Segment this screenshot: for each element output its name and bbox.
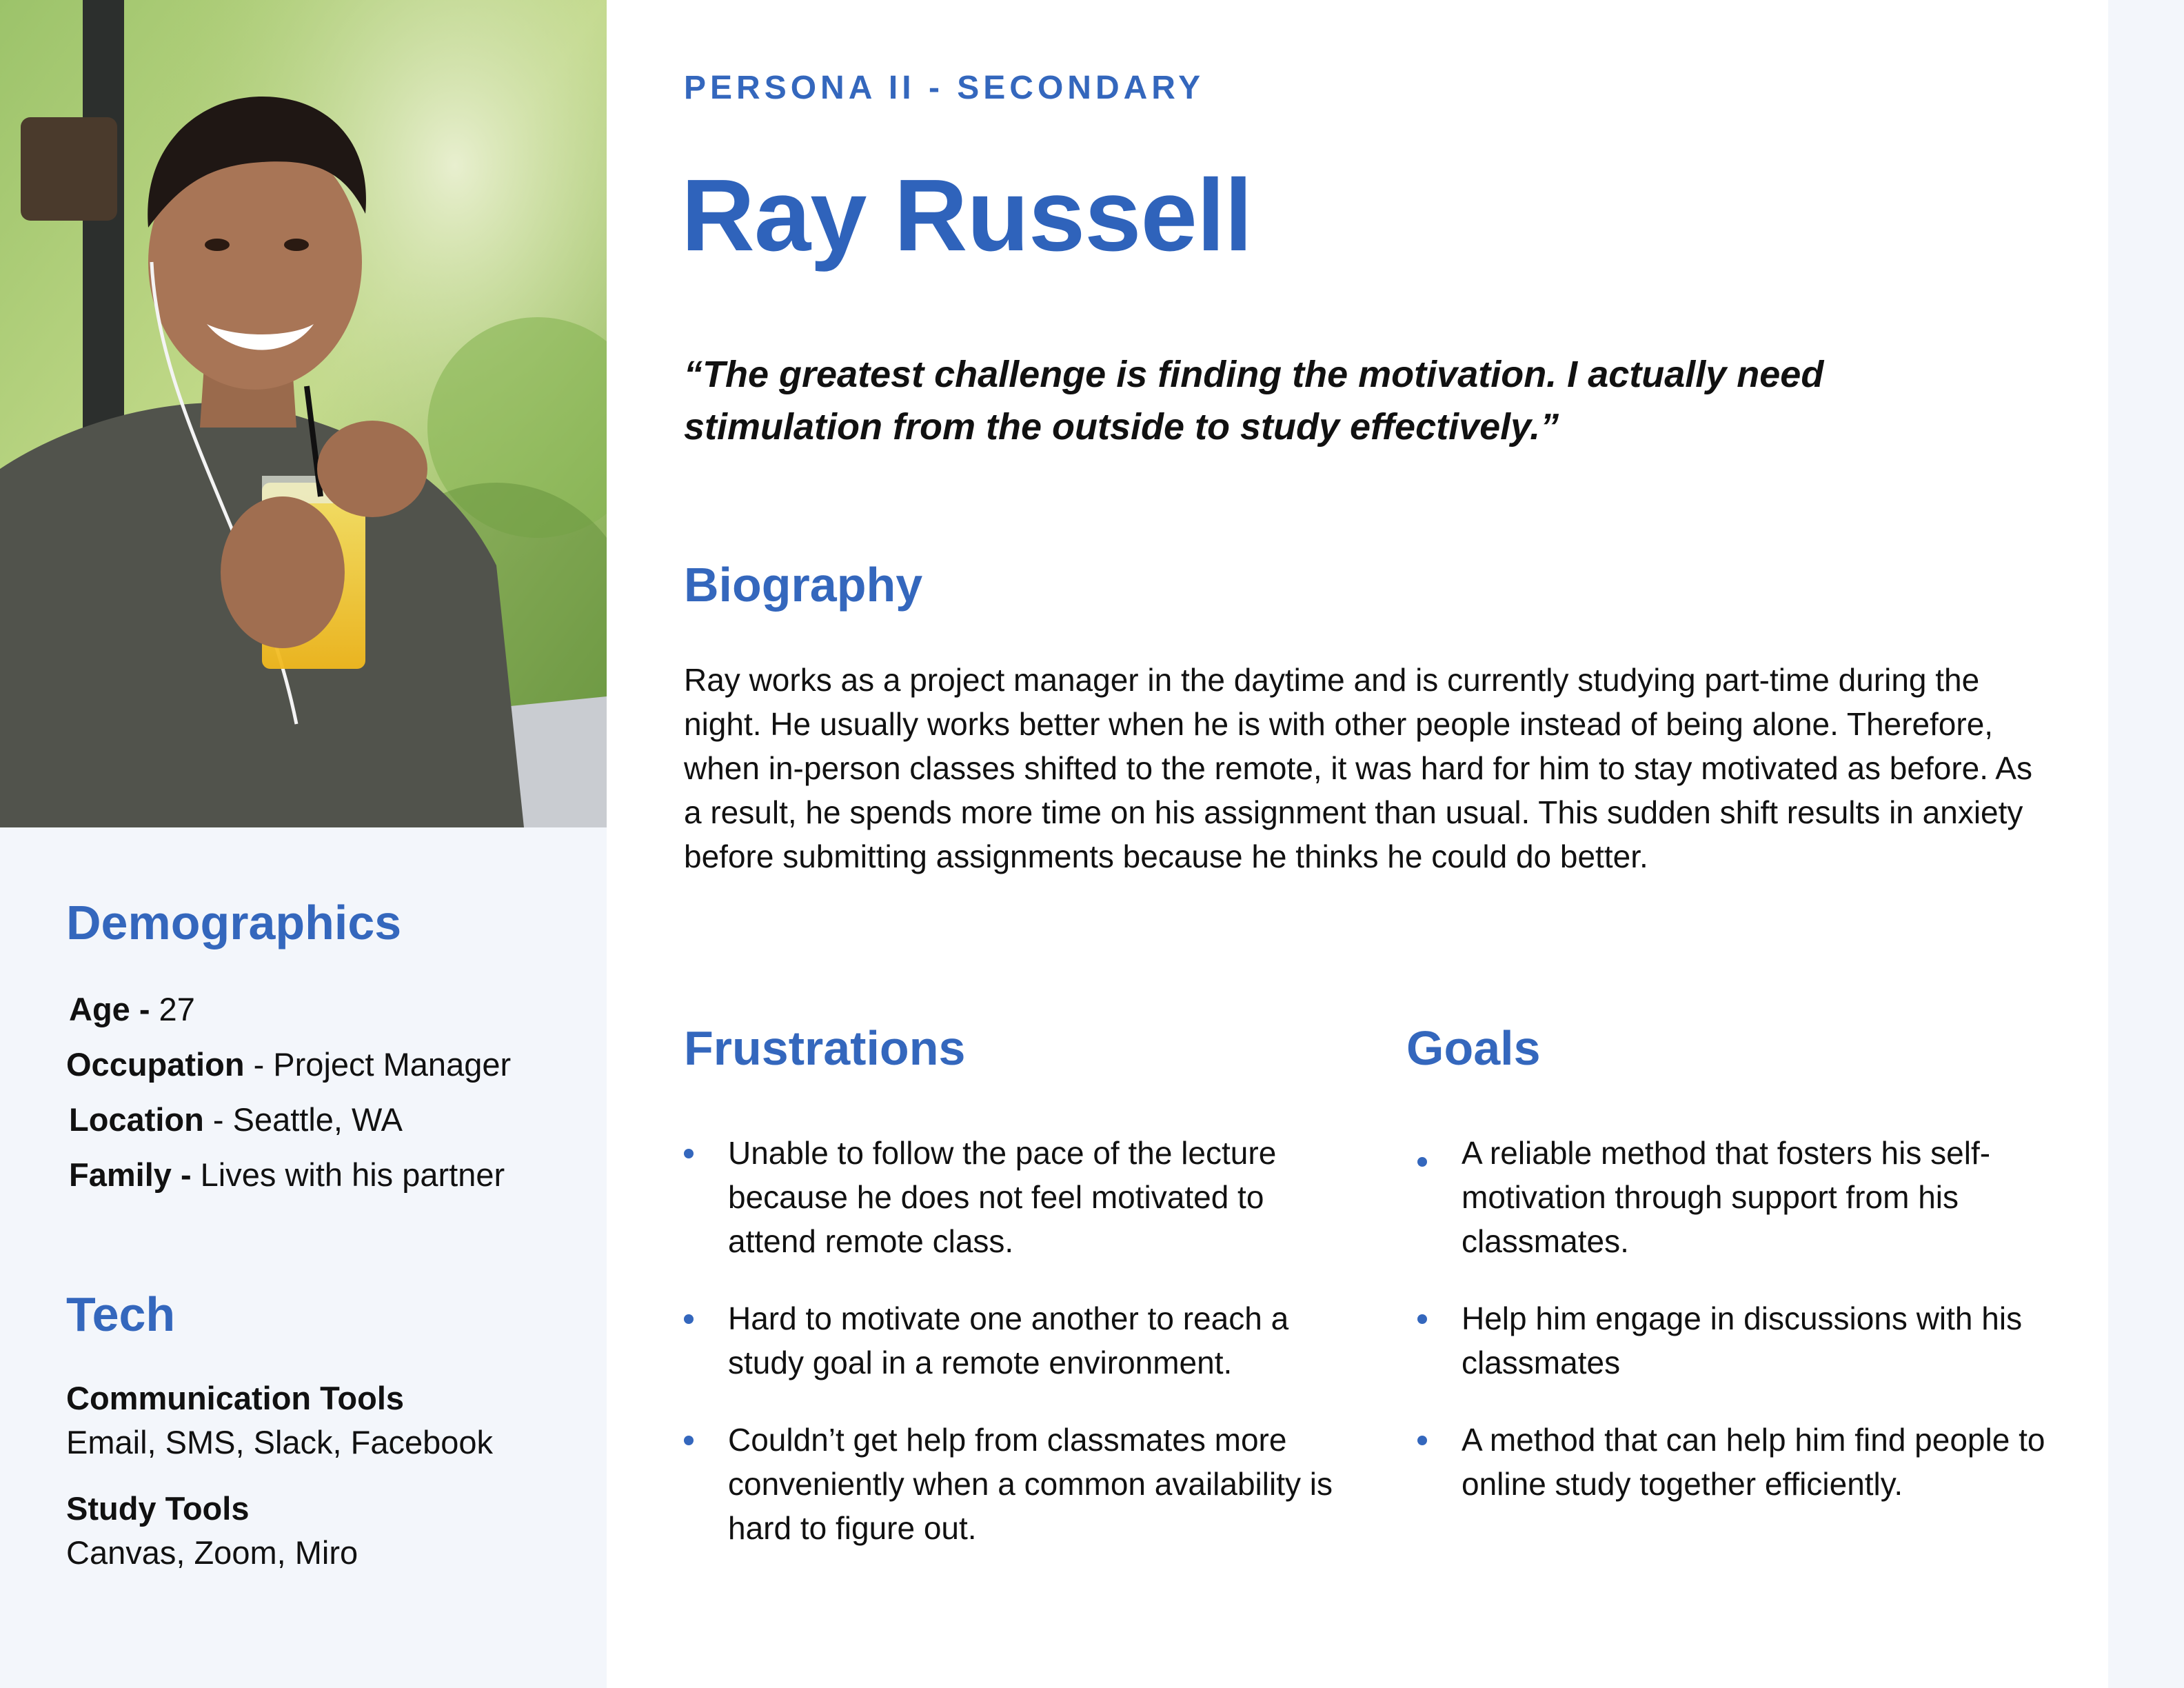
demographic-label: Location xyxy=(69,1101,204,1138)
list-item xyxy=(684,1131,1359,1263)
goal-text: A method that can help him find people to online study together efficiently. xyxy=(1462,1422,2045,1502)
demographic-value: Lives with his partner xyxy=(191,1156,505,1193)
frustration-text: Couldn’t get help from classmates more conveniently when a common availability is hard to figure out. xyxy=(728,1422,1333,1546)
list-item xyxy=(1417,1418,2052,1506)
list-item xyxy=(684,1418,1359,1550)
bullet-icon xyxy=(1417,1157,1427,1167)
persona-quote: “The greatest challenge is finding the motivation. I actually need stimulation from the outside to study effectively.” xyxy=(684,354,1824,448)
persona-name: Ray Russell xyxy=(681,159,1253,272)
demographic-value: - Seattle, WA xyxy=(203,1101,403,1138)
demographic-occupation xyxy=(66,1045,511,1083)
persona-photo xyxy=(0,0,607,827)
frustration-text: Unable to follow the pace of the lecture because he does not feel motivated to attend remote class. xyxy=(728,1135,1277,1259)
tech-group-label: Study Tools xyxy=(66,1490,250,1527)
demographic-location xyxy=(69,1101,403,1138)
demographic-label: Age - xyxy=(69,991,150,1027)
demographic-label: Family - xyxy=(69,1156,192,1193)
list-item xyxy=(684,1296,1359,1385)
bullet-icon xyxy=(1417,1314,1427,1324)
tech-group-value: Email, SMS, Slack, Facebook xyxy=(66,1424,494,1460)
demographic-label: Occupation xyxy=(66,1046,245,1083)
bullet-icon xyxy=(1417,1436,1427,1445)
tech-heading: Tech xyxy=(66,1287,176,1341)
demographic-family xyxy=(69,1156,505,1194)
tech-group-value: Canvas, Zoom, Miro xyxy=(66,1534,358,1571)
goal-text: Help him engage in discussions with his classmates xyxy=(1462,1300,2023,1380)
goal-text: A reliable method that fosters his self-motivation through support from his classmates. xyxy=(1462,1135,1991,1259)
frustration-text: Hard to motivate one another to reach a study goal in a remote environment. xyxy=(728,1300,1289,1380)
tech-group-label: Communication Tools xyxy=(66,1380,405,1416)
demographic-value: - Project Manager xyxy=(244,1046,512,1083)
right-margin-strip xyxy=(2108,0,2184,1688)
demographic-age xyxy=(69,990,195,1028)
biography-heading: Biography xyxy=(684,558,923,612)
bullet-icon xyxy=(684,1314,694,1324)
bullet-icon xyxy=(684,1436,694,1445)
frustrations-heading: Frustrations xyxy=(684,1021,966,1075)
persona-eyebrow: PERSONA II - SECONDARY xyxy=(684,70,1205,106)
goals-list xyxy=(1417,1131,2052,1539)
demographics-heading: Demographics xyxy=(66,896,402,950)
list-item xyxy=(1417,1296,2052,1385)
list-item xyxy=(1417,1131,2052,1263)
frustrations-list xyxy=(684,1131,1359,1583)
goals-heading: Goals xyxy=(1406,1021,1541,1075)
demographic-value: 27 xyxy=(150,991,195,1027)
biography-text: Ray works as a project manager in the daytime and is currently studying part-time during the night. He usually works better when he is with other people instead of being alone. Therefore, when in-person classes shifted to the remote, it was hard for him to stay motivated as before. As a result, he spends more time on his assignment than usual. This sudden shift results in anxiety before submitting assignments because he thinks he could do better. xyxy=(684,662,2032,874)
bullet-icon xyxy=(684,1149,694,1158)
